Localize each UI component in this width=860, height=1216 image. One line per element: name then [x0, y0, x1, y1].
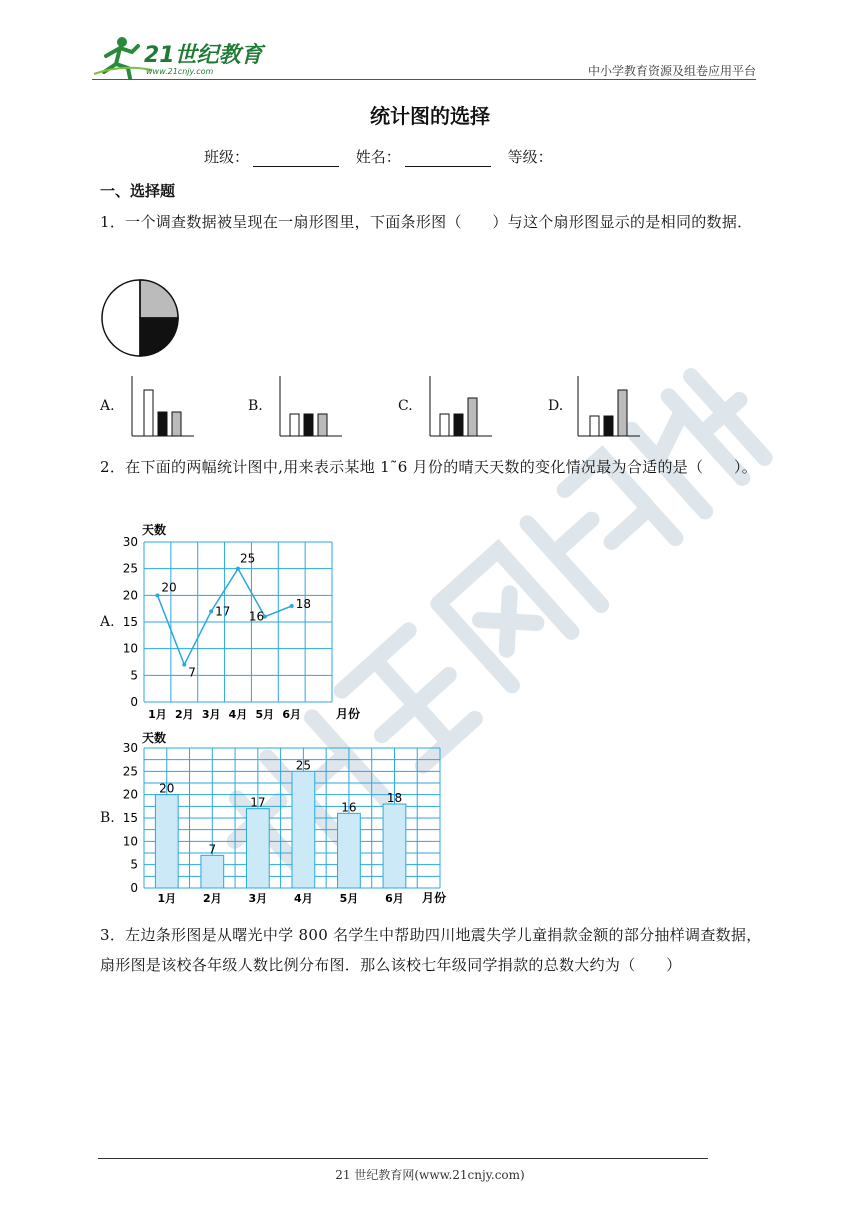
question-1-text: 1．一个调查数据被呈现在一扇形图里，下面条形图（ ）与这个扇形图显示的是相同的数据． — [100, 213, 753, 231]
line-xtick-label: 4月 — [228, 708, 248, 720]
name-blank[interactable] — [405, 152, 491, 167]
bar-data-label: 20 — [159, 781, 175, 796]
line-point — [236, 567, 240, 571]
line-ytick-label: 5 — [130, 668, 138, 683]
bar — [155, 795, 178, 888]
bar-xtick-label: 2月 — [202, 892, 222, 905]
logo-text: 21世纪教育 — [144, 43, 263, 68]
pie-slice-black — [140, 318, 178, 356]
bar-chart-ylabel: 天数 — [142, 731, 167, 745]
line-chart-ylabel: 天数 — [142, 523, 167, 537]
bar-ytick-label: 20 — [122, 787, 138, 802]
bar-ytick-label: 30 — [122, 741, 138, 755]
bar — [292, 771, 315, 888]
line-ytick-label: 20 — [122, 588, 138, 603]
q2-option-a-label[interactable]: A. — [100, 614, 115, 630]
line-ytick-label: 15 — [122, 615, 138, 629]
q2-line-chart[interactable] — [112, 520, 372, 720]
line-xtick-label: 3月 — [201, 708, 221, 720]
q1-option-b-chart[interactable] — [274, 372, 346, 442]
bar-data-label: 7 — [208, 842, 217, 857]
bar-xtick-label: 4月 — [294, 892, 313, 905]
footer-text: 21 世纪教育网(www.21cnjy.com) — [335, 1168, 525, 1182]
logo — [92, 34, 292, 80]
name-label: 姓名： — [355, 148, 401, 166]
bar — [201, 855, 224, 888]
bar-data-label: 16 — [341, 800, 357, 815]
line-xtick-label: 2月 — [174, 708, 194, 720]
bar-ytick-label: 15 — [122, 811, 138, 825]
pie-slice-gray — [140, 280, 178, 318]
bar-ytick-label: 0 — [130, 881, 138, 895]
bar-xtick-label: 5月 — [339, 892, 359, 905]
bar-data-label: 18 — [386, 791, 403, 805]
student-info — [204, 146, 553, 167]
class-label: 班级： — [204, 148, 250, 166]
bar — [338, 813, 361, 888]
line-data-label: 17 — [215, 604, 231, 619]
line-ytick-label: 30 — [122, 535, 138, 549]
bar-xtick-label: 6月 — [385, 892, 404, 905]
question-2-text: 2．在下面的两幅统计图中,用来表示某地 1˜6 月份的晴天天数的变化情况最为合适的是（ ）。 — [100, 458, 758, 476]
q2-option-b-label[interactable]: B. — [100, 810, 115, 826]
bar-data-label: 25 — [295, 758, 312, 773]
q1-pie-chart — [100, 278, 182, 360]
line-data-label: 7 — [188, 665, 196, 680]
q1-option-d-chart[interactable] — [572, 372, 644, 442]
q2-bar-chart[interactable] — [112, 726, 462, 906]
line-data-label: 25 — [240, 551, 256, 566]
line-xtick-label: 1月 — [148, 708, 167, 720]
logo-url: www.21cnjy.com — [146, 67, 214, 76]
bar-data-label: 17 — [250, 795, 266, 810]
line-point — [182, 663, 186, 667]
q1-option-c-chart[interactable] — [424, 372, 496, 442]
bar-xtick-label: 3月 — [248, 892, 268, 905]
line-ytick-label: 25 — [122, 561, 138, 576]
q1-option-b-label[interactable]: B. — [248, 398, 263, 414]
platform-text: 中小学教育资源及组卷应用平台 — [587, 64, 756, 78]
line-chart-xlabel: 月份 — [336, 707, 361, 720]
grade-label: 等级： — [507, 148, 553, 166]
page-title: 统计图的选择 — [370, 104, 490, 128]
header-divider — [92, 79, 756, 80]
q1-option-c-label[interactable]: C. — [398, 398, 413, 414]
class-blank[interactable] — [253, 152, 339, 167]
line-ytick-label: 0 — [130, 695, 138, 709]
line-point — [155, 593, 159, 597]
q1-option-d-label[interactable]: D. — [548, 398, 564, 414]
line-point — [209, 609, 213, 613]
bar — [246, 809, 269, 888]
line-data-label: 20 — [161, 580, 177, 595]
bar-ytick-label: 10 — [122, 834, 138, 849]
line-data-label: 16 — [248, 609, 265, 624]
line-data-label: 18 — [295, 597, 311, 611]
q1-option-a-label[interactable]: A. — [100, 398, 115, 414]
q1-option-a-chart[interactable] — [126, 372, 198, 442]
section-heading: 一、选择题 — [100, 182, 176, 200]
line-ytick-label: 10 — [122, 641, 138, 656]
bar — [383, 804, 406, 888]
line-xtick-label: 6月 — [282, 708, 302, 720]
bar-ytick-label: 5 — [130, 857, 138, 872]
bar-chart-xlabel: 月份 — [422, 891, 447, 905]
line-point — [290, 604, 294, 608]
question-3-text: 3．左边条形图是从曙光中学 800 名学生中帮助四川地震失学儿童捐款金额的部分抽样调查数据，扇形图是该校各年级人数比例分布图．那么该校七年级同学捐款的总数大约为（ ） — [100, 926, 762, 974]
bar-xtick-label: 1月 — [157, 892, 177, 905]
footer-divider — [98, 1158, 708, 1159]
line-xtick-label: 5月 — [255, 708, 275, 720]
bar-ytick-label: 25 — [122, 764, 138, 779]
